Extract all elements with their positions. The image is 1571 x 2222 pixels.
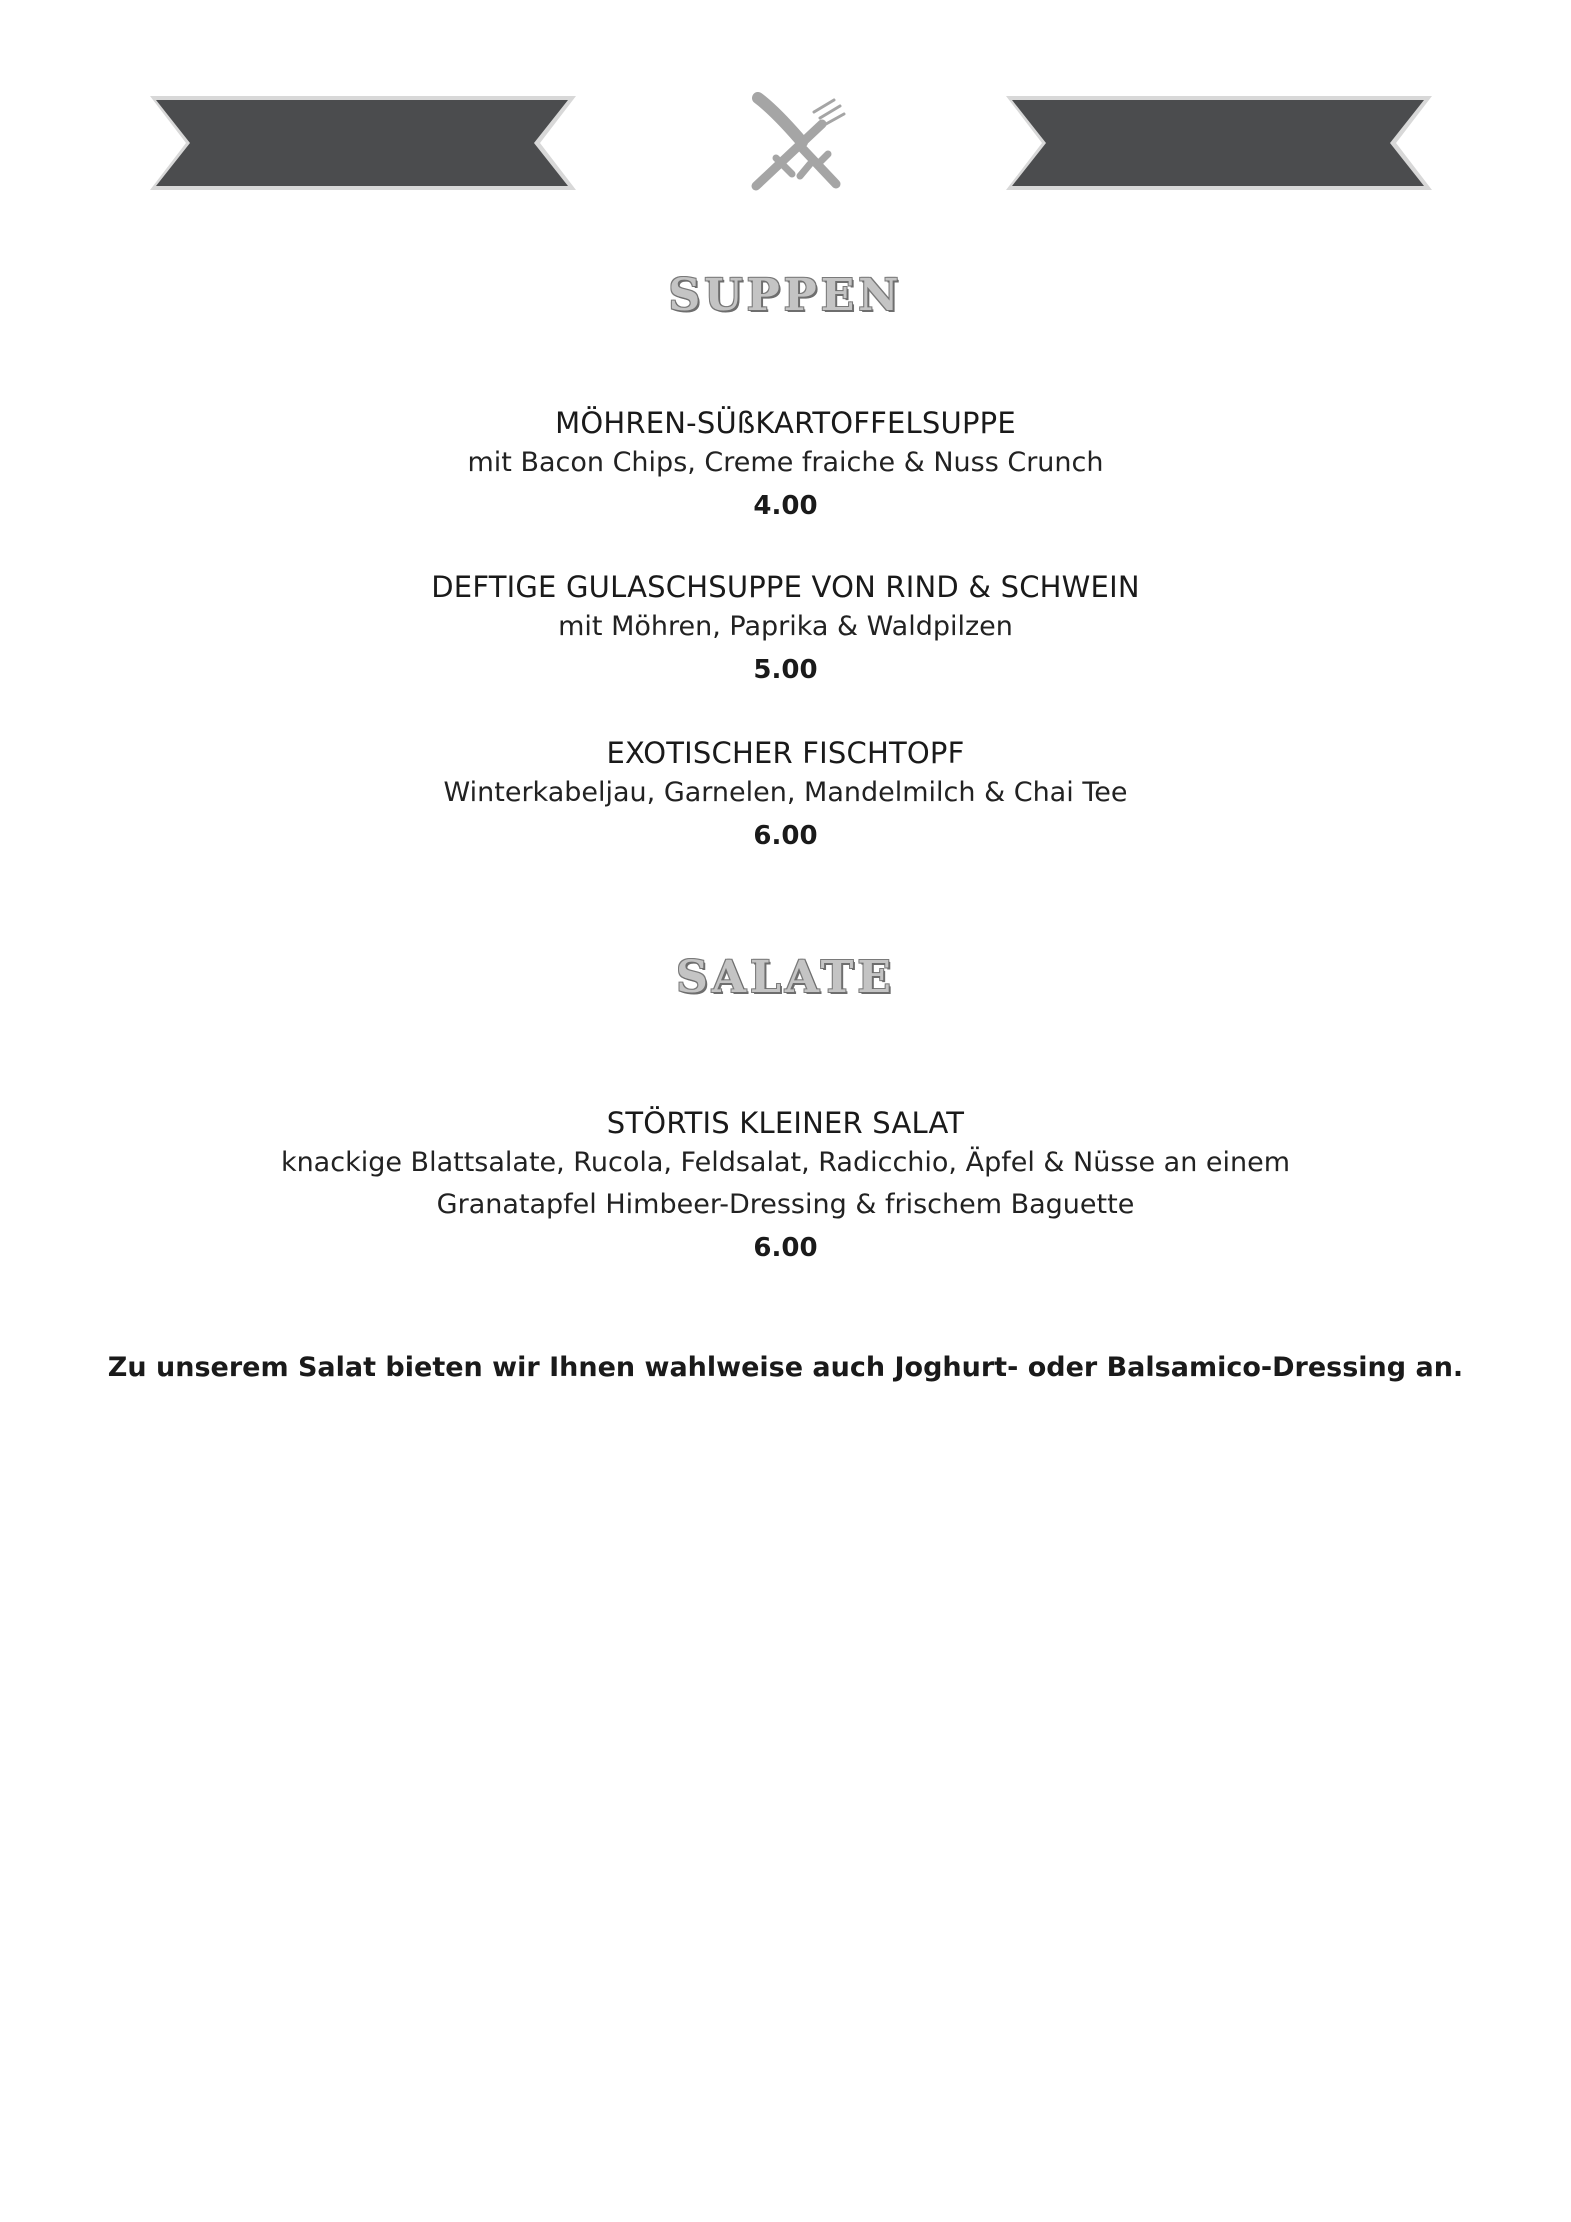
dish-price: 4.00 <box>753 491 818 521</box>
menu-item <box>0 734 1571 858</box>
section-title-suppen: SUPPEN <box>668 270 903 321</box>
dish-name: DEFTIGE GULASCHSUPPE VON RIND & SCHWEIN <box>431 570 1140 604</box>
dish-description-line-2: Granatapfel Himbeer-Dressing & frischem Baguette <box>436 1189 1135 1220</box>
dish-description: mit Bacon Chips, Creme fraiche & Nuss Crunch <box>467 447 1104 478</box>
crossed-knife-fork-icon <box>740 92 852 196</box>
dish-name: MÖHREN-SÜßKARTOFFELSUPPE <box>555 406 1016 440</box>
dish-name: EXOTISCHER FISCHTOPF <box>606 736 965 770</box>
ribbon-banner-left <box>148 94 578 192</box>
section-title-salate: SALATE <box>676 952 895 1003</box>
menu-item <box>0 1104 1571 1270</box>
menu-item <box>0 404 1571 528</box>
dish-description: mit Möhren, Paprika & Waldpilzen <box>558 611 1013 642</box>
dish-price: 6.00 <box>753 1233 818 1263</box>
dish-price: 5.00 <box>753 655 818 685</box>
dressing-note: Zu unserem Salat bieten wir Ihnen wahlweise auch Joghurt- oder Balsamico-Dressing an. <box>107 1352 1464 1383</box>
ribbon-banner-right <box>1004 94 1434 192</box>
dish-description: Winterkabeljau, Garnelen, Mandelmilch & Chai Tee <box>443 777 1128 808</box>
dish-name: STÖRTIS KLEINER SALAT <box>606 1106 965 1140</box>
dish-description-line-1: knackige Blattsalate, Rucola, Feldsalat, Radicchio, Äpfel & Nüsse an einem <box>280 1147 1291 1178</box>
dish-price: 6.00 <box>753 821 818 851</box>
menu-item <box>0 568 1571 692</box>
